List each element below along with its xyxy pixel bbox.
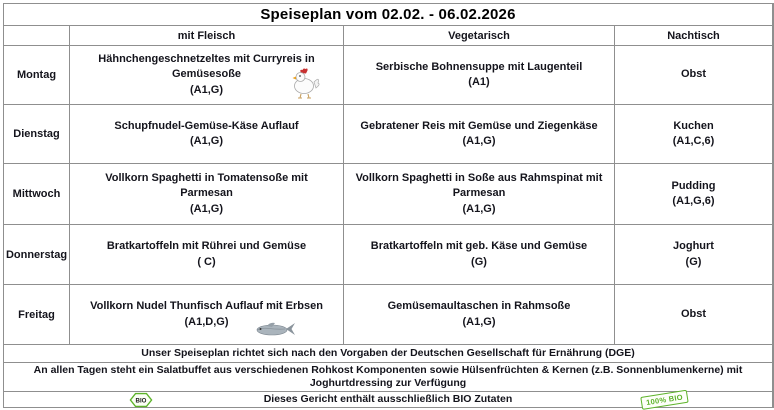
day-label-mittwoch: Mittwoch [4, 164, 69, 224]
meal-title: Kuchen [673, 119, 714, 132]
meal-title: Schupfnudel-Gemüse-Käse Auflauf [114, 119, 299, 132]
meal-allergens: (A1,G) [462, 202, 496, 215]
meal-montag-veg [344, 46, 614, 104]
meal-title: Vollkorn Spaghetti in Tomatensoße mit Parmesan [105, 171, 308, 200]
meal-title: Hähnchengeschnetzeltes mit Curryreis in Gemüsesoße [98, 52, 315, 81]
column-header-day [4, 26, 69, 45]
meal-allergens: ( C) [197, 255, 216, 268]
meal-mittwoch-dessert [615, 164, 772, 224]
bio-seal-label: BIO [135, 396, 147, 404]
meal-plan-table [3, 3, 774, 408]
meal-dienstag-dessert [615, 105, 772, 163]
meal-montag-meat [70, 46, 343, 104]
meal-title: Pudding [671, 179, 716, 192]
meal-title: Gebratener Reis mit Gemüse und Ziegenkäse [360, 119, 598, 132]
meal-title: Vollkorn Spaghetti in Soße aus Rahmspinat mit Parmesan [355, 171, 603, 200]
bio-note-text: Dieses Gericht enthält ausschließlich BIO Zutaten [263, 392, 513, 405]
meal-allergens: (A1,G,6) [672, 195, 715, 207]
meal-title: Obst [680, 68, 707, 81]
meal-title: Obst [680, 307, 707, 320]
meal-allergens: (A1,G) [462, 315, 496, 328]
meal-allergens: (A1) [468, 76, 490, 88]
footer-dge-note: Unser Speiseplan richtet sich nach den Vorgaben der Deutschen Gesellschaft für Ernährung (DGE) [4, 345, 772, 362]
meal-freitag-veg [344, 285, 614, 344]
bio-100-stamp-icon: 100% BIO [640, 389, 689, 410]
meal-allergens: (G) [685, 255, 702, 268]
chicken-icon [288, 67, 321, 101]
bio-seal-icon [129, 392, 153, 407]
meal-montag-dessert [615, 46, 772, 104]
footer-bio-note [4, 392, 772, 407]
meal-donnerstag-veg [344, 225, 614, 284]
column-header-meat: mit Fleisch [70, 26, 343, 45]
footer-salad-note: An allen Tagen steht ein Salatbuffet aus verschiedenen Rohkost Komponenten sowie Hülsenfrüchten & Kernen (z.B. Sonnenblumenkerne) mit Joghurtdressing zur Verfügung [4, 363, 772, 391]
meal-allergens: (A1,G) [190, 83, 223, 96]
meal-allergens: (A1,G) [462, 135, 496, 147]
meal-allergens: (A1,D,G) [184, 315, 229, 328]
meal-allergens: (A1,C,6) [672, 135, 715, 147]
day-label-montag: Montag [4, 46, 69, 104]
meal-donnerstag-dessert [615, 225, 772, 284]
day-label-freitag: Freitag [4, 285, 69, 344]
meal-title: Bratkartoffeln mit Rührei und Gemüse [106, 240, 307, 253]
day-label-dienstag: Dienstag [4, 105, 69, 163]
meal-title: Gemüsemaultaschen in Rahmsoße [387, 300, 571, 313]
meal-dienstag-meat [70, 105, 343, 163]
meal-freitag-meat [70, 285, 343, 344]
meal-title: Joghurt [673, 240, 714, 253]
column-header-vegetarian: Vegetarisch [344, 26, 614, 45]
meal-title: Serbische Bohnensuppe mit Laugenteil [375, 60, 583, 73]
meal-dienstag-veg [344, 105, 614, 163]
fish-icon [253, 319, 297, 339]
page-title: Speiseplan vom 02.02. - 06.02.2026 [4, 4, 772, 25]
meal-title: Bratkartoffeln mit geb. Käse und Gemüse [370, 240, 588, 253]
meal-title: Vollkorn Nudel Thunfisch Auflauf mit Erbsen [90, 300, 323, 313]
meal-donnerstag-meat [70, 225, 343, 284]
column-header-dessert: Nachtisch [615, 26, 772, 45]
meal-freitag-dessert [615, 285, 772, 344]
meal-allergens: (A1,G) [190, 135, 223, 147]
meal-allergens: (G) [471, 255, 487, 268]
meal-mittwoch-meat [70, 164, 343, 224]
meal-allergens: (A1,G) [190, 202, 223, 215]
day-label-donnerstag: Donnerstag [4, 225, 69, 284]
meal-mittwoch-veg [344, 164, 614, 224]
